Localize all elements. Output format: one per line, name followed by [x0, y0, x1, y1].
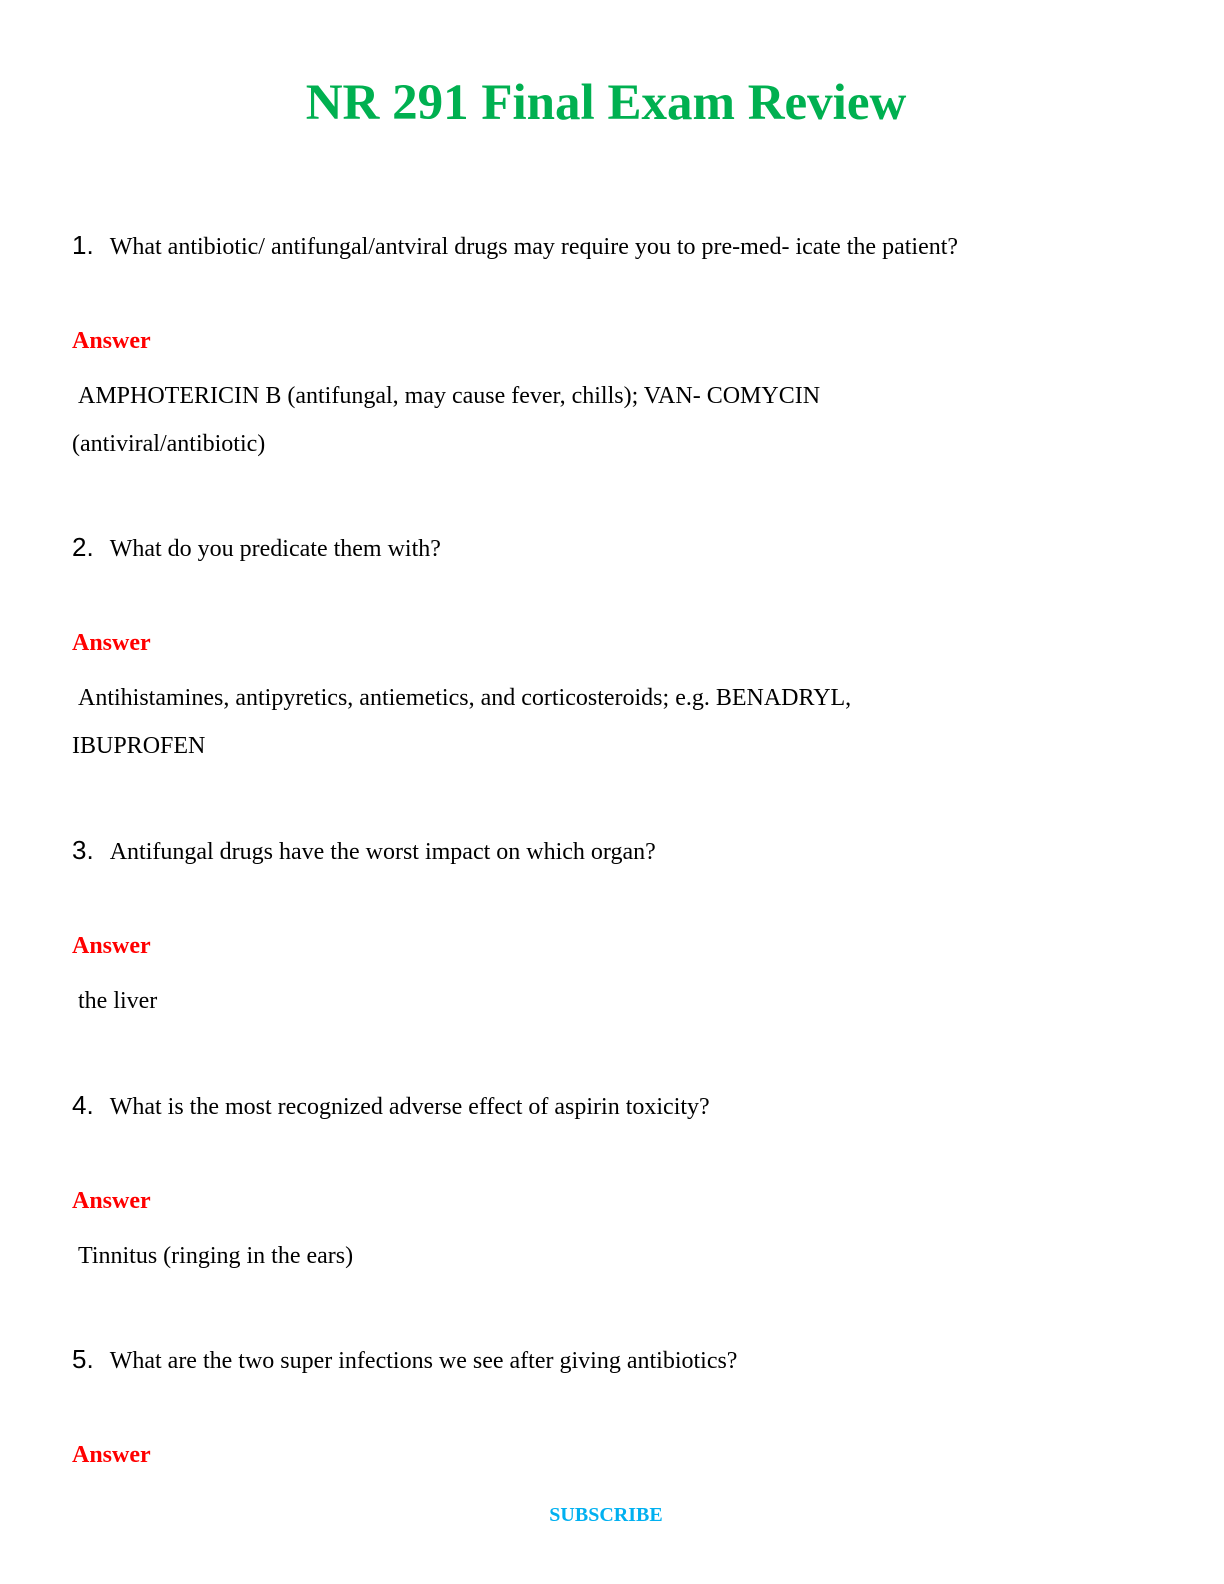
answer-line: Antihistamines, antipyretics, antiemetics, and corticosteroids; e.g. BENADRYL, — [78, 685, 852, 711]
answer-label: Answer — [72, 1442, 151, 1468]
question-text: What is the most recognized adverse effect of aspirin toxicity? — [109, 1094, 710, 1120]
question-text: What do you predicate them with? — [109, 536, 441, 562]
answer-line: the liver — [78, 988, 158, 1014]
answer-label: Answer — [72, 933, 151, 959]
answer-text-3 — [72, 977, 998, 1025]
answer-text-1 — [72, 372, 998, 468]
subscribe-link[interactable]: SUBSCRIBE — [549, 1504, 663, 1526]
answer-text-2 — [72, 674, 998, 770]
question-number: 2. — [72, 532, 94, 562]
question-number: 5. — [72, 1344, 94, 1374]
answer-label: Answer — [72, 1188, 151, 1214]
answer-line: (antiviral/antibiotic) — [72, 431, 266, 457]
answer-line: Tinnitus (ringing in the ears) — [78, 1243, 354, 1269]
question-2 — [72, 532, 441, 564]
question-number: 1. — [72, 230, 94, 260]
answer-label: Answer — [72, 630, 151, 656]
answer-text-4 — [72, 1232, 998, 1280]
answer-line: IBUPROFEN — [72, 733, 206, 759]
question-text: Antifungal drugs have the worst impact on which organ? — [109, 839, 656, 865]
question-text: What are the two super infections we see after giving antibiotics? — [109, 1348, 738, 1374]
question-3 — [72, 835, 656, 867]
question-5 — [72, 1344, 737, 1376]
question-4 — [72, 1090, 710, 1122]
answer-line: AMPHOTERICIN B (antifungal, may cause fever, chills); VAN- COMYCIN — [78, 383, 821, 409]
question-1 — [72, 230, 958, 262]
question-number: 3. — [72, 835, 94, 865]
answer-label: Answer — [72, 328, 151, 354]
question-text: What antibiotic/ antifungal/antviral drugs may require you to pre-med- icate the patient? — [109, 234, 959, 260]
question-number: 4. — [72, 1090, 94, 1120]
document-title: NR 291 Final Exam Review — [305, 75, 907, 131]
